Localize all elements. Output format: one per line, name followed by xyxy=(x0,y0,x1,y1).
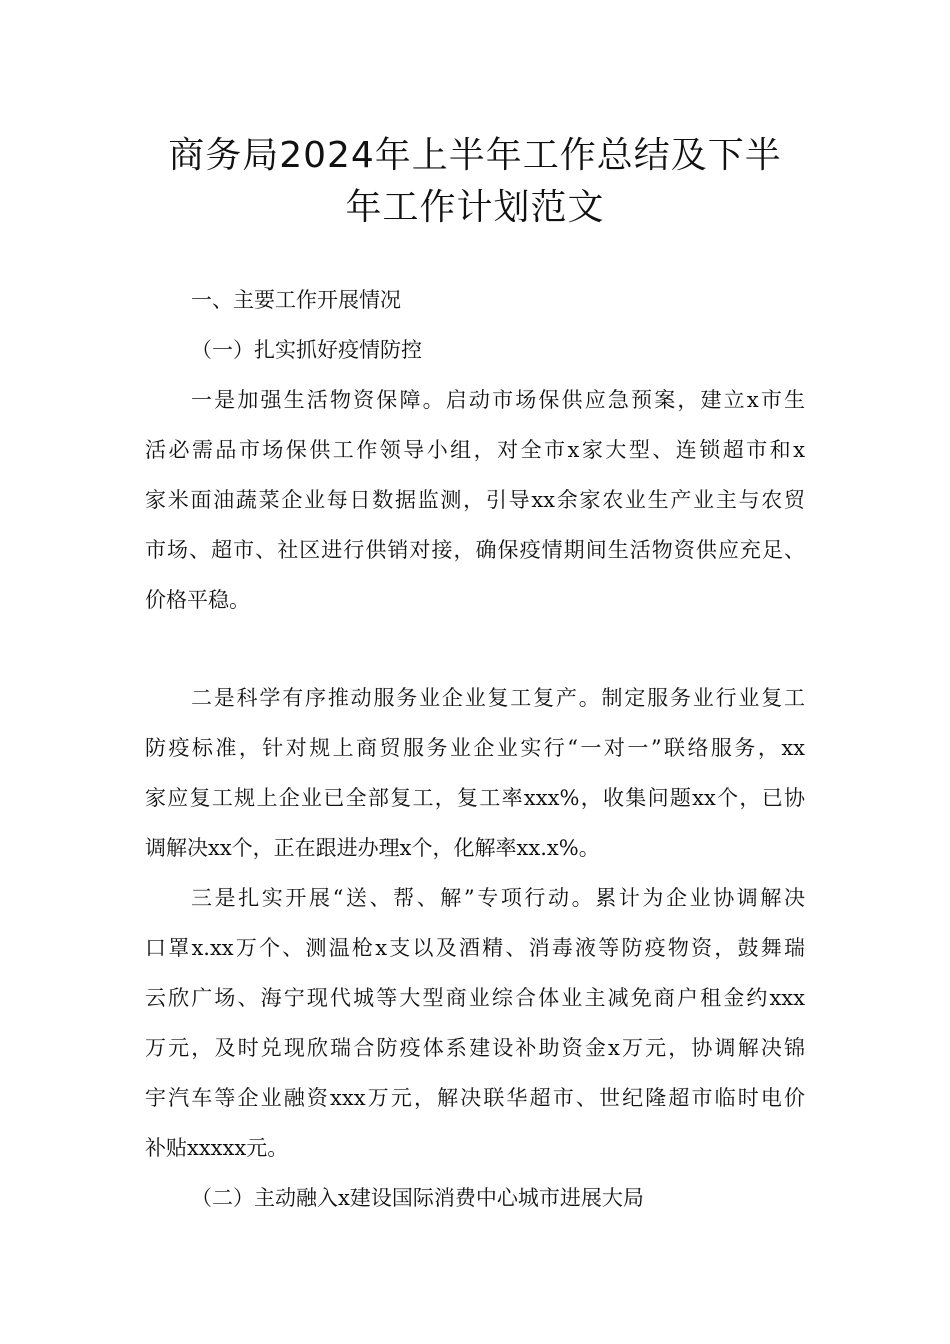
paragraph-2-line-2: 防疫标准，针对规上商贸服务业企业实行“一对一”联络服务，xx xyxy=(145,736,805,760)
paragraph-1-line-4: 市场、超市、社区进行供销对接，确保疫情期间生活物资供应充足、 xyxy=(145,538,805,562)
paragraph-1-line-1: 一是加强生活物资保障。启动市场保供应急预案，建立x市生 xyxy=(191,388,805,412)
paragraph-3-line-6: 补贴xxxxx元。 xyxy=(145,1136,289,1160)
paragraph-3-line-3: 云欣广场、海宁现代城等大型商业综合体业主减免商户租金约xxx xyxy=(145,986,805,1010)
paragraph-1-line-2: 活必需品市场保供工作领导小组，对全市x家大型、连锁超市和x xyxy=(145,438,805,462)
document-title-line-1: 商务局2024年上半年工作总结及下半 xyxy=(168,135,782,176)
paragraph-2-line-4: 调解决xx个，正在跟进办理x个，化解率xx.x%。 xyxy=(145,836,600,860)
paragraph-3-line-4: 万元，及时兑现欣瑞合防疫体系建设补助资金x万元，协调解决锦 xyxy=(145,1036,805,1060)
paragraph-3-line-1: 三是扎实开展“送、帮、解”专项行动。累计为企业协调解决 xyxy=(191,886,805,910)
paragraph-3-line-2: 口罩x.xx万个、测温枪x支以及酒精、消毒液等防疫物资，鼓舞瑞 xyxy=(145,936,805,960)
paragraph-3-line-5: 宇汽车等企业融资xxx万元，解决联华超市、世纪隆超市临时电价 xyxy=(145,1086,805,1110)
subsection-heading-2: （二）主动融入x建设国际消费中心城市进展大局 xyxy=(191,1186,644,1210)
paragraph-1-line-5: 价格平稳。 xyxy=(145,588,250,612)
subsection-heading-1: （一）扎实抓好疫情防控 xyxy=(191,338,422,362)
paragraph-1-line-3: 家米面油蔬菜企业每日数据监测，引导xx余家农业生产业主与农贸 xyxy=(145,488,805,512)
paragraph-2-line-3: 家应复工规上企业已全部复工，复工率xxx%，收集问题xx个，已协 xyxy=(145,786,805,810)
section-heading: 一、主要工作开展情况 xyxy=(191,288,401,312)
document-title-line-2: 年工作计划范文 xyxy=(345,187,605,228)
paragraph-2-line-1: 二是科学有序推动服务业企业复工复产。制定服务业行业复工 xyxy=(191,686,805,710)
